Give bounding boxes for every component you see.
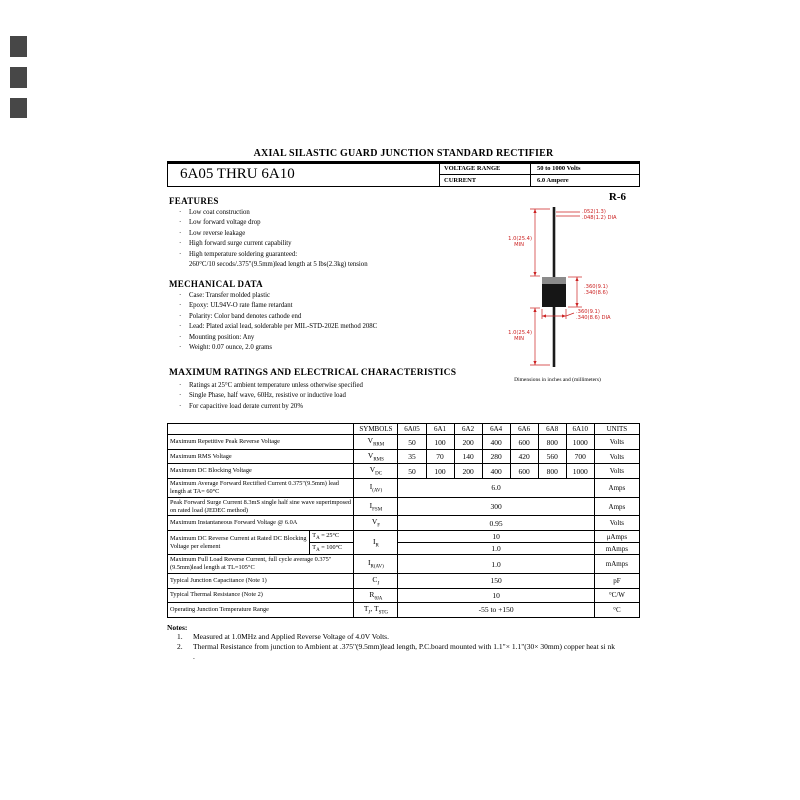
mechanical-item: · Mounting position: Any bbox=[177, 333, 475, 344]
dimensions-note: Dimensions in inches and (millimeters) bbox=[514, 376, 601, 383]
cell-units: Volts bbox=[594, 464, 639, 479]
table-row bbox=[168, 516, 640, 531]
cell-value: 100 bbox=[426, 435, 454, 450]
cell-units: μAmps bbox=[594, 530, 639, 542]
cell-desc: Maximum Instantaneous Forward Voltage @ 6.0A bbox=[168, 516, 354, 531]
note-number: 1. bbox=[177, 631, 183, 641]
cell-value: 6.0 bbox=[398, 478, 594, 497]
symbol-main: I bbox=[369, 482, 373, 492]
table-row bbox=[168, 435, 640, 450]
cell-symbol bbox=[354, 603, 398, 618]
cell-desc: Maximum RMS Voltage bbox=[168, 449, 354, 464]
symbol-sub: RMS bbox=[373, 457, 384, 463]
ratings-item: · Ratings at 25°C ambient temperature unless otherwise specified bbox=[177, 381, 475, 392]
cell-value: 0.95 bbox=[398, 516, 594, 531]
symbol-sub: F bbox=[377, 523, 381, 529]
cell-value: 1.0 bbox=[398, 555, 594, 574]
cell-symbol bbox=[354, 555, 398, 574]
symbol-sub: FSM bbox=[372, 507, 383, 513]
cell-symbol bbox=[354, 530, 398, 554]
mechanical-item: · Polarity: Color band denotes cathode end bbox=[177, 312, 475, 323]
mechanical-item: · Lead: Plated axial lead, solderable per MIL-STD-202E method 208C bbox=[177, 322, 475, 333]
dim-lead-min-bot-line2: MIN bbox=[513, 335, 524, 342]
part-header-box bbox=[167, 164, 640, 187]
part-range: 6A05 THRU 6A10 bbox=[168, 164, 440, 186]
table-row bbox=[168, 530, 640, 542]
header-part: 6A2 bbox=[454, 424, 482, 435]
note-text: Measured at 1.0MHz and Applied Reverse Voltage of 4.0V Volts. bbox=[193, 631, 389, 641]
drawing-column bbox=[475, 191, 640, 413]
cell-condition bbox=[310, 530, 354, 542]
mechanical-item: · Case: Transfer molded plastic bbox=[177, 291, 475, 302]
cell-value: 200 bbox=[454, 435, 482, 450]
current-row bbox=[440, 174, 639, 186]
ratings-item: · Single Phase, half wave, 60Hz, resistive or inductive load bbox=[177, 391, 475, 402]
dim-body-len-line2: .340(8.6) bbox=[583, 289, 608, 296]
condition-rest: = 100°C bbox=[319, 544, 343, 552]
cell-symbol bbox=[354, 464, 398, 479]
mechanical-item: · Epoxy: UL94V-O rate flame retardant bbox=[177, 301, 475, 312]
dim-lead-dia-line2: .048(1.2) DIA bbox=[581, 214, 617, 221]
cell-units: Amps bbox=[594, 478, 639, 497]
condition-main: T bbox=[312, 544, 317, 552]
features-heading: FEATURES bbox=[169, 195, 219, 206]
cell-blank bbox=[168, 424, 354, 435]
feature-continuation: 260°C/10 secods/.375"(9.5mm)lead length at 5 lbs(2.3kg) tension bbox=[189, 261, 368, 269]
symbol-main: C bbox=[372, 575, 378, 585]
current-value: 6.0 Ampere bbox=[530, 175, 639, 186]
dim-lead-min-top-line1: 1.0(25.4) bbox=[507, 235, 532, 242]
dim-body-len-line1: .360(9.1) bbox=[583, 283, 608, 290]
cathode-band-icon bbox=[542, 277, 566, 284]
cell-value: 200 bbox=[454, 464, 482, 479]
page-title: AXIAL SILASTIC GUARD JUNCTION STANDARD RECTIFIER bbox=[253, 148, 554, 159]
ratings-heading: MAXIMUM RATINGS AND ELECTRICAL CHARACTERISTICS bbox=[169, 367, 457, 378]
feature-item: · High forward surge current capability bbox=[177, 239, 475, 250]
cell-symbol bbox=[354, 435, 398, 450]
condition-sub: A bbox=[316, 548, 320, 554]
cell-value: 800 bbox=[538, 435, 566, 450]
current-label: CURRENT bbox=[444, 176, 477, 184]
cell-units: °C bbox=[594, 603, 639, 618]
cell-units: °C/W bbox=[594, 588, 639, 603]
note-number: 2. bbox=[177, 641, 183, 651]
header-part: 6A05 bbox=[398, 424, 426, 435]
header-part: 6A6 bbox=[510, 424, 538, 435]
cell-value: 1.0 bbox=[398, 543, 594, 555]
cell-desc: Typical Thermal Resistance (Note 2) bbox=[168, 588, 354, 603]
symbol-sub: J bbox=[377, 581, 380, 587]
cell-value: 1000 bbox=[566, 435, 594, 450]
feature-item: · Low forward voltage drop bbox=[177, 218, 475, 229]
note-text: Thermal Resistance from junction to Ambient at .375"(9.5mm)lead length, P.C.board mounted with 1.1"× 1.1"(30× 30mm) copper heat si nk . bbox=[193, 641, 615, 661]
cell-units: Amps bbox=[594, 497, 639, 516]
notes-heading: Notes: bbox=[167, 622, 188, 632]
cell-value: 700 bbox=[566, 449, 594, 464]
table-row bbox=[168, 603, 640, 618]
note-item bbox=[177, 632, 617, 642]
cell-units: pF bbox=[594, 574, 639, 589]
condition-rest: = 25°C bbox=[319, 531, 340, 539]
voltage-range-label: VOLTAGE RANGE bbox=[444, 165, 501, 173]
symbol-sub: DC bbox=[375, 471, 383, 477]
ratings-table bbox=[167, 423, 640, 617]
cell-condition bbox=[310, 543, 354, 555]
symbol-main: V bbox=[367, 450, 374, 460]
feature-item: · High temperature soldering guaranteed: bbox=[177, 250, 475, 261]
feature-item: · Low reverse leakage bbox=[177, 229, 475, 240]
header-part: 6A1 bbox=[426, 424, 454, 435]
cell-symbol bbox=[354, 497, 398, 516]
package-drawing bbox=[478, 203, 638, 371]
cell-units: Volts bbox=[594, 449, 639, 464]
cell-desc: Typical Junction Capacitance (Note 1) bbox=[168, 574, 354, 589]
part-specs bbox=[440, 164, 639, 186]
cell-value: 50 bbox=[398, 435, 426, 450]
cell-value: 280 bbox=[482, 449, 510, 464]
scan-artifact bbox=[10, 67, 27, 88]
cell-value: 420 bbox=[510, 449, 538, 464]
cell-value: 140 bbox=[454, 449, 482, 464]
cell-desc: Maximum Full Load Reverse Current, full cycle average 0.375"(9.5mm)lead length at TL=105°C bbox=[168, 555, 354, 574]
table-row bbox=[168, 574, 640, 589]
cell-value: 35 bbox=[398, 449, 426, 464]
table-row bbox=[168, 497, 640, 516]
symbol-main: I bbox=[372, 536, 376, 546]
table-row bbox=[168, 464, 640, 479]
table-header-row bbox=[168, 424, 640, 435]
symbol-sub: R bbox=[375, 543, 379, 549]
symbol-main: I bbox=[369, 500, 373, 510]
text-column bbox=[167, 187, 475, 413]
content-columns bbox=[167, 187, 640, 413]
cell-value: 1000 bbox=[566, 464, 594, 479]
cell-value: 600 bbox=[510, 464, 538, 479]
cell-symbol bbox=[354, 478, 398, 497]
symbol-main2: , T bbox=[370, 604, 379, 614]
symbol-sub: θJA bbox=[374, 596, 383, 602]
feature-item: · Low coat construction bbox=[177, 208, 475, 219]
cell-units: Volts bbox=[594, 516, 639, 531]
cell-units: mAmps bbox=[594, 555, 639, 574]
condition-main: T bbox=[312, 531, 317, 539]
symbol-main: V bbox=[367, 436, 374, 446]
header-units: UNITS bbox=[594, 424, 639, 435]
symbol-sub: R(AV) bbox=[370, 564, 384, 570]
table-row bbox=[168, 588, 640, 603]
cell-value: 10 bbox=[398, 588, 594, 603]
cell-desc: Maximum DC Blocking Voltage bbox=[168, 464, 354, 479]
cell-value: 800 bbox=[538, 464, 566, 479]
cell-symbol bbox=[354, 516, 398, 531]
header-symbols: SYMBOLS bbox=[354, 424, 398, 435]
cell-value: -55 to +150 bbox=[398, 603, 594, 618]
notes-section bbox=[167, 623, 640, 662]
features-list bbox=[177, 208, 475, 261]
scan-artifact bbox=[10, 98, 27, 118]
cell-value: 400 bbox=[482, 464, 510, 479]
note-item bbox=[177, 642, 617, 662]
symbol-sub2: STG bbox=[378, 610, 389, 616]
cell-symbol bbox=[354, 588, 398, 603]
voltage-range-value: 50 to 1000 Volts bbox=[530, 164, 639, 175]
voltage-range-row bbox=[440, 164, 639, 175]
ratings-list bbox=[177, 381, 475, 413]
package-name: R-6 bbox=[608, 190, 626, 203]
scan-artifact bbox=[10, 36, 27, 57]
symbol-main: V bbox=[371, 517, 378, 527]
cell-units: Volts bbox=[594, 435, 639, 450]
dim-lead-min-top-line2: MIN bbox=[513, 241, 524, 248]
symbol-main: V bbox=[369, 465, 376, 475]
mechanical-item: · Weight: 0.07 ounce, 2.0 grams bbox=[177, 343, 475, 354]
header-part: 6A10 bbox=[566, 424, 594, 435]
datasheet-page bbox=[167, 148, 640, 662]
symbol-sub: J bbox=[368, 610, 371, 616]
cell-desc: Maximum Repetitive Peak Reverse Voltage bbox=[168, 435, 354, 450]
cell-units: mAmps bbox=[594, 543, 639, 555]
cell-value: 400 bbox=[482, 435, 510, 450]
cell-value: 70 bbox=[426, 449, 454, 464]
dim-body-dia-line2: .340(8.6) DIA bbox=[575, 314, 611, 321]
cell-value: 600 bbox=[510, 435, 538, 450]
symbol-sub: RRM bbox=[373, 442, 385, 448]
mechanical-list bbox=[177, 291, 475, 354]
header-part: 6A4 bbox=[482, 424, 510, 435]
symbol-main: T bbox=[363, 604, 369, 614]
condition-sub: A bbox=[316, 536, 320, 542]
symbol-sub: (AV) bbox=[372, 488, 383, 494]
cell-value: 150 bbox=[398, 574, 594, 589]
dim-body-dia-line1: .360(9.1) bbox=[575, 308, 600, 315]
symbol-main: R bbox=[369, 589, 375, 599]
cell-value: 50 bbox=[398, 464, 426, 479]
table-row bbox=[168, 555, 640, 574]
cell-desc: Operating Junction Temperature Range bbox=[168, 603, 354, 618]
cell-desc: Maximum DC Reverse Current at Rated DC Blocking Voltage per element bbox=[168, 530, 310, 554]
cell-symbol bbox=[354, 449, 398, 464]
cell-value: 10 bbox=[398, 530, 594, 542]
cell-value: 300 bbox=[398, 497, 594, 516]
cell-desc: Peak Forward Surge Current 8.3mS single half sine wave superimposed on rated load (JEDEC method) bbox=[168, 497, 354, 516]
header-part: 6A8 bbox=[538, 424, 566, 435]
package-drawing-wrap bbox=[475, 203, 640, 376]
cell-value: 560 bbox=[538, 449, 566, 464]
dim-lead-min-bot-line1: 1.0(25.4) bbox=[507, 329, 532, 336]
cell-symbol bbox=[354, 574, 398, 589]
table-row bbox=[168, 449, 640, 464]
symbol-main: I bbox=[368, 558, 371, 568]
mechanical-heading: MECHANICAL DATA bbox=[169, 278, 263, 289]
dim-lead-dia-line1: .052(1.3) bbox=[581, 208, 606, 215]
ratings-item: · For capacitive load derate current by 20% bbox=[177, 402, 475, 413]
cell-value: 100 bbox=[426, 464, 454, 479]
table-row bbox=[168, 478, 640, 497]
cell-desc: Maximum Average Forward Rectified Current 0.375"(9.5mm) lead length at TA= 60°C bbox=[168, 478, 354, 497]
